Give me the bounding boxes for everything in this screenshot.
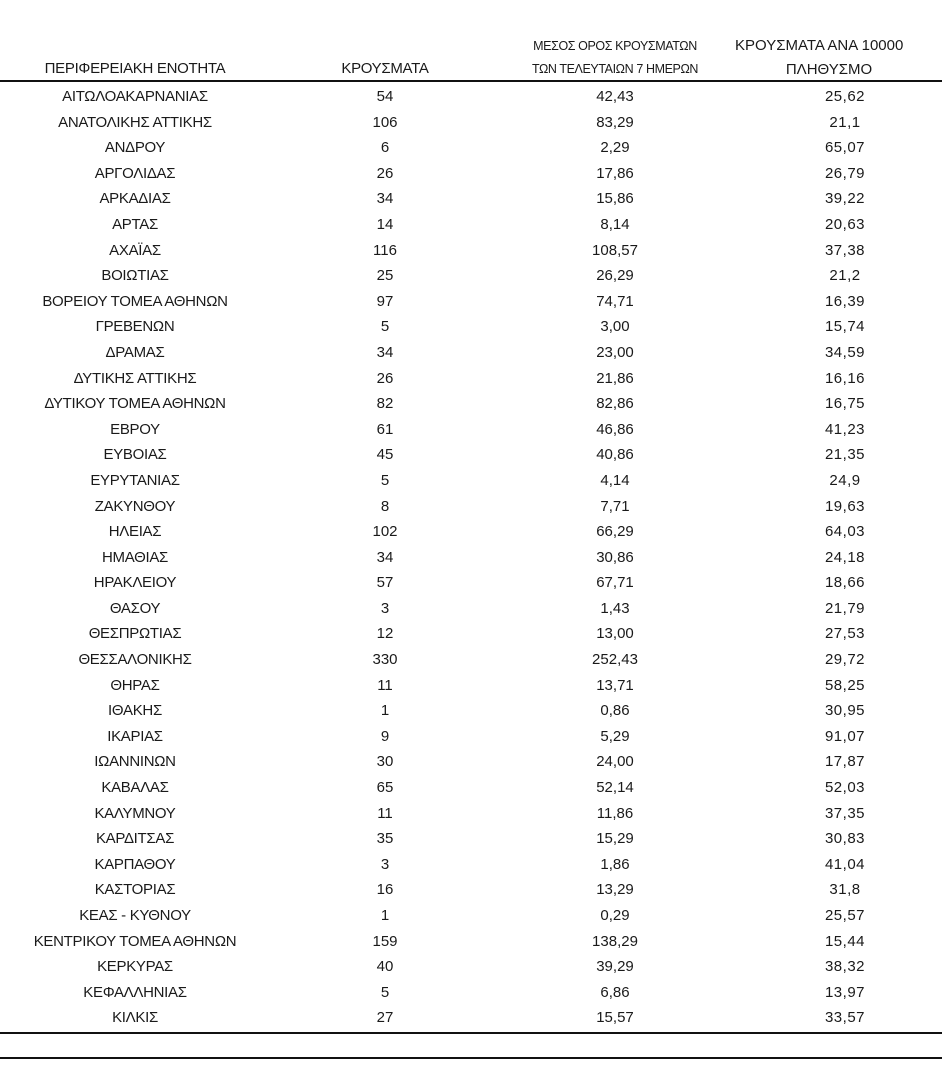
per10k-cell: 20,63 <box>824 215 866 233</box>
table-row <box>0 826 942 852</box>
table-row <box>0 980 942 1006</box>
region-cell: ΑΝΔΡΟΥ <box>104 139 166 157</box>
table-row <box>0 929 942 955</box>
per10k-cell: 18,66 <box>824 574 866 592</box>
avg7-cell: 74,71 <box>596 292 634 310</box>
cases-cell: 30 <box>376 753 394 771</box>
per10k-cell: 21,35 <box>824 446 866 464</box>
per10k-cell: 37,38 <box>824 241 866 259</box>
avg7-cell: 1,86 <box>600 855 630 873</box>
cases-cell: 65 <box>376 779 394 797</box>
table-row <box>0 186 942 212</box>
avg7-cell: 83,29 <box>596 113 634 131</box>
table-row <box>0 621 942 647</box>
avg7-cell: 40,86 <box>596 446 634 464</box>
avg7-cell: 13,00 <box>596 625 634 643</box>
region-cell: ΚΕΦΑΛΛΗΝΙΑΣ <box>83 983 187 1001</box>
cases-cell: 5 <box>380 318 390 336</box>
table-row <box>0 289 942 315</box>
per10k-cell: 39,22 <box>824 190 866 208</box>
region-cell: ΑΙΤΩΛΟΑΚΑΡΝΑΝΙΑΣ <box>62 88 208 105</box>
cases-cell: 34 <box>376 190 394 208</box>
per10k-cell: 91,07 <box>824 727 866 745</box>
cases-cell: 3 <box>380 599 390 617</box>
table-row <box>0 417 942 443</box>
avg7-cell: 2,29 <box>600 139 630 157</box>
region-cell: ΚΑΡΠΑΘΟΥ <box>94 855 176 873</box>
header-region: ΠΕΡΙΦΕΡΕΙΑΚΗ ΕΝΟΤΗΤΑ <box>44 60 226 77</box>
avg7-cell: 15,57 <box>596 1009 634 1027</box>
per10k-cell: 30,95 <box>824 702 866 720</box>
avg7-cell: 7,71 <box>600 497 630 515</box>
cases-cell: 34 <box>376 343 394 361</box>
table-row <box>0 494 942 520</box>
avg7-cell: 52,14 <box>596 779 634 797</box>
table-body <box>0 84 942 1031</box>
per10k-cell: 16,39 <box>824 292 866 310</box>
table-row <box>0 161 942 187</box>
table-row <box>0 852 942 878</box>
avg7-cell: 13,29 <box>596 881 634 899</box>
cases-cell: 35 <box>376 830 394 848</box>
per10k-cell: 19,63 <box>824 497 866 515</box>
region-cell: ΔΥΤΙΚΟΥ ΤΟΜΕΑ ΑΘΗΝΩΝ <box>44 395 226 413</box>
table-row <box>0 442 942 468</box>
region-cell: ΗΛΕΙΑΣ <box>108 523 162 541</box>
avg7-cell: 30,86 <box>596 548 634 566</box>
cases-cell: 34 <box>376 548 394 566</box>
cases-cell: 97 <box>376 292 394 310</box>
table-row <box>0 1005 942 1031</box>
cases-cell: 5 <box>380 983 390 1001</box>
cases-cell: 159 <box>372 932 398 950</box>
header-per10k-line2: ΠΛΗΘΥΣΜΟ <box>785 61 873 78</box>
region-cell: ΚΕΡΚΥΡΑΣ <box>97 958 173 976</box>
table-row <box>0 647 942 673</box>
per10k-cell: 64,03 <box>824 523 866 541</box>
per10k-cell: 25,57 <box>824 907 866 924</box>
region-cell: ΙΚΑΡΙΑΣ <box>107 727 163 745</box>
per10k-cell: 34,59 <box>824 343 866 361</box>
cases-cell: 27 <box>376 1009 394 1027</box>
table-row <box>0 673 942 699</box>
avg7-cell: 24,00 <box>596 753 634 771</box>
table-row <box>0 110 942 136</box>
cases-cell: 8 <box>380 497 390 515</box>
cases-cell: 61 <box>376 420 394 438</box>
table-row <box>0 724 942 750</box>
table-row <box>0 135 942 161</box>
cases-cell: 82 <box>376 395 394 413</box>
region-cell: ΔΡΑΜΑΣ <box>105 343 165 361</box>
cases-cell: 45 <box>376 446 394 464</box>
per10k-cell: 29,72 <box>824 651 866 669</box>
region-cell: ΚΑΒΑΛΑΣ <box>101 779 169 797</box>
per10k-cell: 21,79 <box>824 599 866 617</box>
header-per10k-line1: ΚΡΟΥΣΜΑΤΑ ΑΝΑ 10000 <box>735 37 904 54</box>
region-cell: ΓΡΕΒΕΝΩΝ <box>95 318 175 336</box>
avg7-cell: 8,14 <box>600 215 630 233</box>
avg7-cell: 46,86 <box>596 420 634 438</box>
per10k-cell: 15,74 <box>824 318 866 336</box>
avg7-cell: 138,29 <box>592 932 638 950</box>
region-cell: ΔΥΤΙΚΗΣ ΑΤΤΙΚΗΣ <box>73 369 197 387</box>
table-row <box>0 340 942 366</box>
table-row <box>0 212 942 238</box>
avg7-cell: 3,00 <box>600 318 630 336</box>
table-row <box>0 596 942 622</box>
avg7-cell: 13,71 <box>596 676 634 694</box>
per10k-cell: 17,87 <box>824 753 866 771</box>
region-cell: ΑΡΚΑΔΙΑΣ <box>99 190 171 208</box>
cases-cell: 16 <box>376 881 394 899</box>
cases-cell: 9 <box>380 727 390 745</box>
per10k-cell: 24,18 <box>824 548 866 566</box>
cases-cell: 25 <box>376 267 394 285</box>
table-row <box>0 954 942 980</box>
table-row <box>0 698 942 724</box>
avg7-cell: 108,57 <box>592 241 638 259</box>
table-row <box>0 468 942 494</box>
table-row <box>0 314 942 340</box>
per10k-cell: 58,25 <box>824 676 866 694</box>
per10k-cell: 37,35 <box>824 804 866 822</box>
per10k-cell: 30,83 <box>824 830 866 848</box>
cases-cell: 11 <box>377 676 393 694</box>
per10k-cell: 52,03 <box>824 779 866 797</box>
cases-cell: 5 <box>380 471 390 489</box>
header-cases: ΚΡΟΥΣΜΑΤΑ <box>341 60 429 77</box>
region-cell: ΗΡΑΚΛΕΙΟΥ <box>93 574 177 592</box>
region-cell: ΒΟΡΕΙΟΥ ΤΟΜΕΑ ΑΘΗΝΩΝ <box>42 292 228 310</box>
table-row <box>0 366 942 392</box>
avg7-cell: 15,86 <box>596 190 634 208</box>
header-divider <box>0 80 942 82</box>
avg7-cell: 26,29 <box>596 267 634 285</box>
table-row <box>0 877 942 903</box>
region-cell: ΑΡΤΑΣ <box>112 215 158 233</box>
region-cell: ΘΕΣΣΑΛΟΝΙΚΗΣ <box>78 651 192 669</box>
avg7-cell: 17,86 <box>596 164 634 182</box>
per10k-cell: 31,8 <box>829 881 861 899</box>
avg7-cell: 15,29 <box>596 830 634 848</box>
cases-cell: 1 <box>380 702 390 720</box>
region-cell: ΙΩΑΝΝΙΝΩΝ <box>94 753 176 771</box>
cases-cell: 106 <box>372 113 398 131</box>
avg7-cell: 1,43 <box>600 599 630 617</box>
avg7-cell: 11,86 <box>596 804 634 822</box>
per10k-cell: 21,1 <box>829 113 861 131</box>
per10k-cell: 21,2 <box>829 267 861 285</box>
avg7-cell: 0,29 <box>600 907 630 924</box>
cases-cell: 6 <box>380 139 390 157</box>
table-footer-divider <box>0 1057 942 1059</box>
region-cell: ΚΑΡΔΙΤΣΑΣ <box>95 830 175 848</box>
per10k-cell: 13,97 <box>824 983 866 1001</box>
cases-cell: 40 <box>376 958 394 976</box>
cases-cell: 3 <box>380 855 390 873</box>
avg7-cell: 42,43 <box>596 88 634 105</box>
cases-cell: 11 <box>377 804 393 822</box>
per10k-cell: 38,32 <box>824 958 866 976</box>
avg7-cell: 6,86 <box>600 983 630 1001</box>
per10k-cell: 41,23 <box>824 420 866 438</box>
table-row <box>0 903 942 929</box>
table-row <box>0 749 942 775</box>
region-cell: ΖΑΚΥΝΘΟΥ <box>94 497 176 515</box>
cases-cell: 26 <box>376 369 394 387</box>
header-avg7-line2: ΤΩΝ ΤΕΛΕΥΤΑΙΩΝ 7 ΗΜΕΡΩΝ <box>531 62 699 76</box>
cases-cell: 330 <box>372 651 398 669</box>
region-cell: ΑΡΓΟΛΙΔΑΣ <box>94 164 176 182</box>
per10k-cell: 33,57 <box>824 1009 866 1027</box>
per10k-cell: 15,44 <box>824 932 866 950</box>
region-cell: ΚΕΝΤΡΙΚΟΥ ΤΟΜΕΑ ΑΘΗΝΩΝ <box>33 932 237 950</box>
table-row <box>0 570 942 596</box>
per10k-cell: 25,62 <box>824 88 866 105</box>
region-cell: ΚΙΛΚΙΣ <box>112 1009 158 1027</box>
table-row <box>0 391 942 417</box>
header-avg7-line1: ΜΕΣΟΣ ΟΡΟΣ ΚΡΟΥΣΜΑΤΩΝ <box>533 39 697 53</box>
region-cell: ΘΑΣΟΥ <box>109 599 161 617</box>
per10k-cell: 24,9 <box>829 471 861 489</box>
table-row <box>0 801 942 827</box>
avg7-cell: 21,86 <box>596 369 634 387</box>
region-cell: ΒΟΙΩΤΙΑΣ <box>101 267 169 285</box>
table-header <box>0 0 942 80</box>
per10k-cell: 65,07 <box>824 139 866 157</box>
avg7-cell: 4,14 <box>600 471 630 489</box>
region-cell: ΚΑΣΤΟΡΙΑΣ <box>94 881 176 899</box>
per10k-cell: 16,75 <box>824 395 866 413</box>
avg7-cell: 39,29 <box>596 958 634 976</box>
cases-cell: 54 <box>376 88 394 105</box>
cases-cell: 12 <box>376 625 394 643</box>
table-bottom-divider <box>0 1032 942 1034</box>
per10k-cell: 41,04 <box>824 855 866 873</box>
region-cell: ΕΥΒΟΙΑΣ <box>103 446 167 464</box>
avg7-cell: 66,29 <box>596 523 634 541</box>
avg7-cell: 23,00 <box>596 343 634 361</box>
region-cell: ΚΑΛΥΜΝΟΥ <box>94 804 176 822</box>
table-row <box>0 263 942 289</box>
region-cell: ΚΕΑΣ - ΚΥΘΝΟΥ <box>79 907 191 924</box>
region-cell: ΕΒΡΟΥ <box>110 420 160 438</box>
region-cell: ΑΝΑΤΟΛΙΚΗΣ ΑΤΤΙΚΗΣ <box>58 113 212 131</box>
table-row <box>0 238 942 264</box>
region-cell: ΗΜΑΘΙΑΣ <box>101 548 169 566</box>
region-cell: ΕΥΡΥΤΑΝΙΑΣ <box>90 471 180 489</box>
per10k-cell: 27,53 <box>824 625 866 643</box>
table-row <box>0 84 942 110</box>
avg7-cell: 67,71 <box>596 574 634 592</box>
region-cell: ΘΗΡΑΣ <box>110 676 160 694</box>
per10k-cell: 16,16 <box>824 369 866 387</box>
avg7-cell: 0,86 <box>600 702 630 720</box>
cases-cell: 116 <box>373 241 397 259</box>
table-row <box>0 519 942 545</box>
region-cell: ΑΧΑΪΑΣ <box>109 241 161 259</box>
avg7-cell: 82,86 <box>596 395 634 413</box>
cases-cell: 102 <box>372 523 398 541</box>
cases-cell: 26 <box>376 164 394 182</box>
avg7-cell: 5,29 <box>600 727 630 745</box>
cases-cell: 14 <box>376 215 394 233</box>
avg7-cell: 252,43 <box>592 651 638 669</box>
per10k-cell: 26,79 <box>824 164 866 182</box>
cases-cell: 1 <box>380 907 390 924</box>
region-cell: ΘΕΣΠΡΩΤΙΑΣ <box>88 625 182 643</box>
table-row <box>0 775 942 801</box>
region-cell: ΙΘΑΚΗΣ <box>108 702 162 720</box>
cases-cell: 57 <box>376 574 394 592</box>
table-row <box>0 545 942 571</box>
